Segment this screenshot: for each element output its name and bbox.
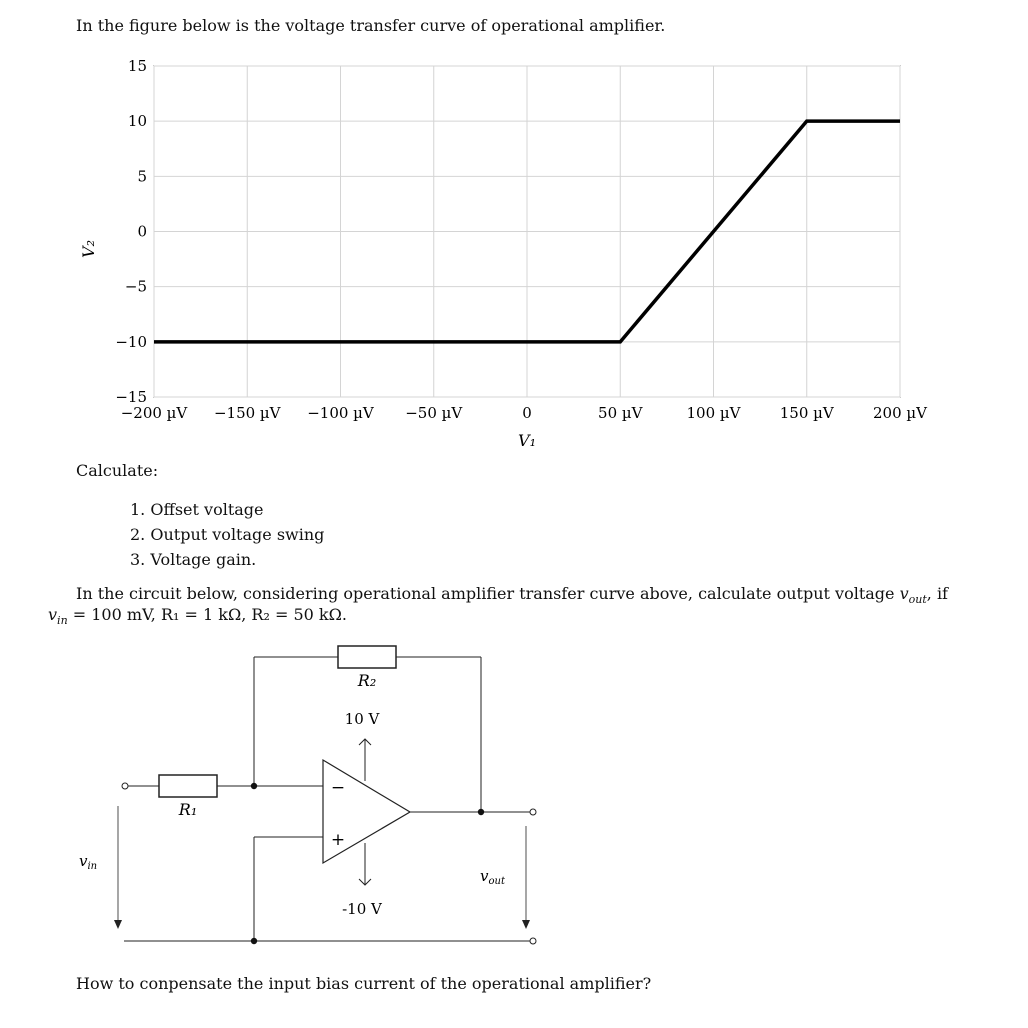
terminal-vin	[122, 783, 128, 789]
node-junction	[251, 938, 257, 944]
vout-arrowhead-icon	[522, 920, 530, 929]
r2-label: R₂	[357, 671, 377, 690]
circuit-paragraph-line2: $v_{in} = 100$ mV, R₁ = 1 kΩ, R₂ = 50 kΩ.	[48, 605, 347, 628]
x-tick-label: −150 µV	[213, 404, 281, 422]
vout-label: $v_{out}$	[480, 867, 505, 887]
x-tick-label: 200 µV	[873, 404, 927, 422]
x-axis-label: V₁	[518, 431, 536, 450]
y-tick-label: −15	[115, 388, 147, 406]
x-tick-label: −100 µV	[307, 404, 374, 422]
vin-arrowhead-icon	[114, 920, 122, 929]
list-item: 1. Offset voltage	[130, 500, 264, 519]
r1-label: R₁	[178, 800, 198, 819]
x-tick-label: −200 µV	[120, 404, 188, 422]
x-tick-label: 0	[522, 404, 532, 422]
y-tick-label: 5	[137, 167, 147, 186]
y-tick-label: 15	[127, 57, 147, 75]
final-question: How to conpensate the input bias current of the operational amplifier?	[76, 974, 652, 993]
y-tick-label: −5	[124, 277, 147, 296]
node-junction	[251, 783, 257, 789]
intro-text: In the figure below is the voltage transfer curve of operational amplifier.	[76, 16, 666, 35]
node-junction	[478, 809, 484, 815]
terminal-ground	[530, 938, 536, 944]
y-tick-label: 10	[127, 112, 147, 131]
x-tick-label: 50 µV	[598, 404, 643, 422]
x-tick-label: −50 µV	[405, 404, 463, 422]
x-tick-label: 150 µV	[779, 404, 834, 422]
list-item: 3. Voltage gain.	[130, 550, 257, 569]
x-tick-label: 100 µV	[686, 404, 741, 422]
resistor-r1	[159, 775, 217, 797]
y-axis-label: V₂	[79, 240, 98, 258]
inverting-sign: −	[330, 778, 346, 798]
noninverting-sign: +	[330, 830, 346, 850]
y-tick-label: 0	[137, 222, 147, 241]
resistor-r2	[338, 646, 396, 668]
y-tick-label: −10	[115, 332, 147, 351]
vin-label: $v_{in}$	[79, 852, 98, 872]
vneg-label: -10 V	[342, 900, 382, 918]
list-item: 2. Output voltage swing	[130, 525, 325, 544]
vpos-label: 10 V	[344, 710, 380, 728]
circuit-paragraph-line1: In the circuit below, considering operational amplifier transfer curve above, calculate output voltage $v_{out}$, if	[76, 584, 948, 607]
calculate-label: Calculate:	[76, 461, 159, 480]
terminal-vout	[530, 809, 536, 815]
